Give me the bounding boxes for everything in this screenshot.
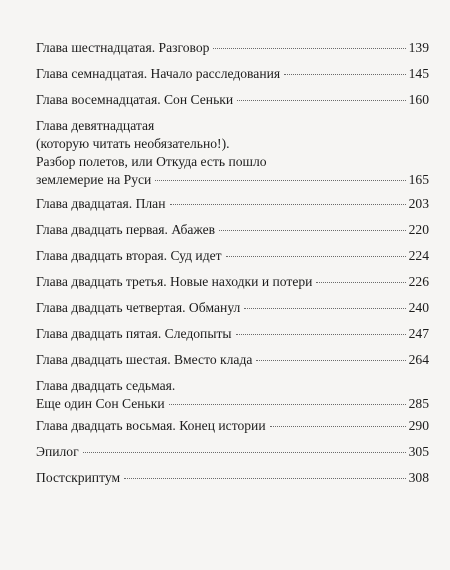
toc-page-number: 285 [408, 396, 429, 411]
toc-entry-title: Глава двадцать шестая. Вместо клада [36, 352, 253, 367]
toc-entry-title: Глава семнадцатая. Начало расследования [36, 66, 281, 81]
toc-entry-title: Постскриптум [36, 470, 121, 485]
toc-page-number: 220 [408, 222, 429, 237]
toc-entry [36, 418, 429, 434]
toc-entry [36, 352, 429, 368]
dot-leader [284, 74, 405, 75]
toc-page-number: 240 [408, 300, 429, 315]
toc-entry-title-line: землемерие на Руси [36, 172, 152, 187]
toc-entry [36, 326, 429, 342]
dot-leader [213, 48, 405, 49]
dot-leader [244, 308, 405, 309]
toc-page-number: 139 [408, 40, 429, 55]
toc-entry [36, 444, 429, 460]
toc-entry-title-line: Глава двадцать седьмая. [36, 378, 176, 393]
toc-entry [36, 470, 429, 486]
dot-leader [316, 282, 405, 283]
dot-leader [237, 100, 405, 101]
toc-entry-title-line: Еще один Сон Сеньки [36, 396, 165, 411]
toc-entry [36, 118, 429, 188]
toc-entry [36, 378, 429, 412]
toc-entry-title: Глава двадцать первая. Абажев [36, 222, 216, 237]
toc-entry-title: Глава двадцать вторая. Суд идет [36, 248, 222, 263]
toc-entry [36, 92, 429, 108]
dot-leader [155, 180, 405, 181]
toc-entry-title: Эпилог [36, 444, 79, 459]
toc-entry [36, 66, 429, 82]
toc-entry-title: Глава двадцать восьмая. Конец истории [36, 418, 266, 433]
toc-page-number: 165 [408, 172, 429, 187]
dot-leader [83, 452, 406, 453]
dot-leader [256, 360, 405, 361]
toc-page-number: 145 [408, 66, 429, 81]
toc-entry-title: Глава двадцатая. План [36, 196, 166, 211]
toc-entry-title: Глава двадцать пятая. Следопыты [36, 326, 232, 341]
toc-page-number: 308 [408, 470, 429, 485]
toc-entry [36, 196, 429, 212]
dot-leader [170, 204, 406, 205]
toc-entry-title: Глава шестнадцатая. Разговор [36, 40, 210, 55]
toc-page-number: 203 [408, 196, 429, 211]
toc-entry [36, 222, 429, 238]
dot-leader [219, 230, 406, 231]
toc-entry-title: Глава восемнадцатая. Сон Сеньки [36, 92, 234, 107]
toc-page-number: 247 [408, 326, 429, 341]
dot-leader [270, 426, 406, 427]
toc-page-number: 290 [408, 418, 429, 433]
toc-entry [36, 248, 429, 264]
toc-entry-title-line: Разбор полетов, или Откуда есть пошло [36, 154, 267, 169]
toc-entry-title-line: Глава девятнадцатая [36, 118, 155, 133]
dot-leader [236, 334, 406, 335]
toc-page-number: 305 [408, 444, 429, 459]
toc-entry-title: Глава двадцать четвертая. Обманул [36, 300, 241, 315]
toc-entry [36, 274, 429, 290]
toc-entry-title-line: (которую читать необязательно!). [36, 136, 230, 151]
dot-leader [226, 256, 406, 257]
toc-page-number: 226 [408, 274, 429, 289]
toc-entry-title: Глава двадцать третья. Новые находки и потери [36, 274, 313, 289]
toc-page-number: 264 [408, 352, 429, 367]
toc-page-number: 224 [408, 248, 429, 263]
toc-entry [36, 300, 429, 316]
dot-leader [169, 404, 406, 405]
toc-entry [36, 40, 429, 56]
dot-leader [124, 478, 406, 479]
toc-page-number: 160 [408, 92, 429, 107]
